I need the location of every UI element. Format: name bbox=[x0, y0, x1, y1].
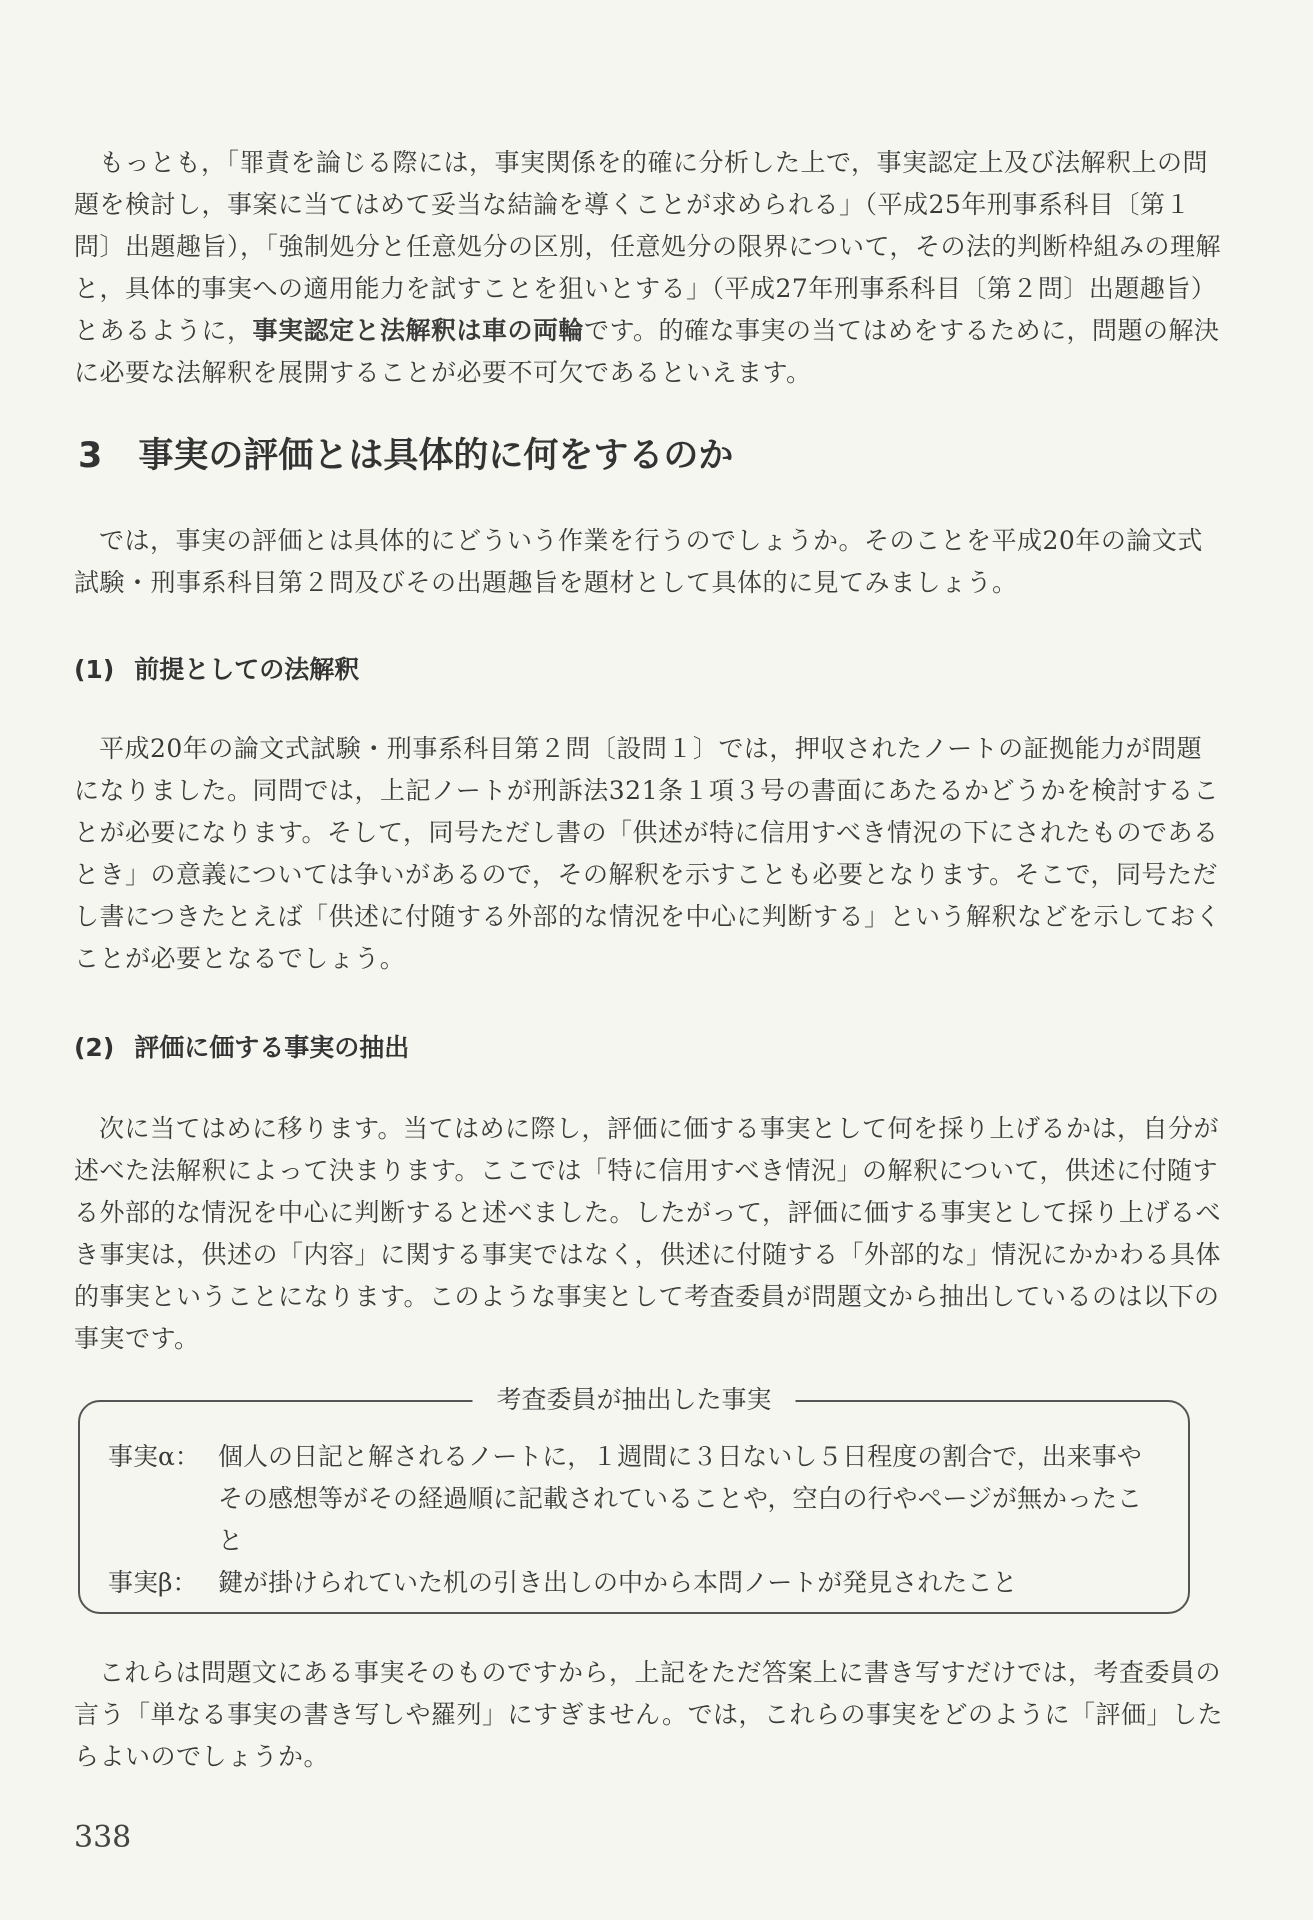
paragraph-evaluation-intro: では，事実の評価とは具体的にどういう作業を行うのでしょうか。そのことを平成20年の論文式試験・刑事系科目第２問及びその出題趣旨を題材として具体的に見てみましょう。 bbox=[74, 526, 1203, 597]
fact-label: 事実β： bbox=[108, 1568, 198, 1597]
fact-text: 個人の日記と解されるノートに，１週間に３日ないし５日程度の割合で，出来事やその感想等がその経過順に記載されていることや，空白の行やページが無かったこと bbox=[218, 1442, 1143, 1555]
fact-text: 鍵が掛けられていた机の引き出しの中から本問ノートが発見されたこと bbox=[218, 1568, 1018, 1597]
page-number: 338 bbox=[74, 1820, 132, 1855]
subheading-1 bbox=[74, 650, 359, 686]
subheading-title: 評価に価する事実の抽出 bbox=[134, 1033, 410, 1062]
section-number: 3 bbox=[78, 436, 103, 476]
paragraph-conclusion: これらは問題文にある事実そのものですから，上記をただ答案上に書き写すだけでは，考査委員の言う「単なる事実の書き写しや羅列」にすぎません。では，これらの事実をどのように「評価」したらよいのでしょうか。 bbox=[74, 1658, 1224, 1771]
emphasis-text: 事実認定と法解釈は車の両輪 bbox=[252, 316, 585, 345]
subheading-title: 前提としての法解釈 bbox=[134, 655, 360, 684]
section-heading-3 bbox=[78, 428, 733, 478]
facts-box-title: 考査委員が抽出した事実 bbox=[472, 1380, 795, 1416]
fact-beta bbox=[108, 1562, 1164, 1604]
subheading-number: (1) bbox=[74, 655, 115, 684]
paragraph-legal-interpretation: 平成20年の論文式試験・刑事系科目第２問〔設問１〕では，押収されたノートの証拠能力が問題になりました。同問では，上記ノートが刑訴法321条１項３号の書面にあたるかどうかを検討することが必要になります。そして，同号ただし書の「供述が特に信用すべき情況の下にされたものであるとき」の意義については争いがあるので，その解釈を示すことも必要となります。そこで，同号ただし書につきたとえば「供述に付随する外部的な情況を中心に判断する」という解釈などを示しておくことが必要となるでしょう。 bbox=[74, 734, 1222, 973]
section-title: 事実の評価とは具体的に何をするのか bbox=[138, 436, 734, 476]
fact-alpha bbox=[108, 1436, 1164, 1562]
fact-label: 事実α： bbox=[108, 1442, 200, 1471]
subheading-number: (2) bbox=[74, 1033, 115, 1062]
paragraph-fact-extraction: 次に当てはめに移ります。当てはめに際し，評価に価する事実として何を採り上げるかは，自分が述べた法解釈によって決まります。ここでは「特に信用すべき情況」の解釈について，供述に付随する外部的な情況を中心に判断すると述べました。したがって，評価に価する事実として採り上げるべき事実は，供述の「内容」に関する事実ではなく，供述に付随する「外部的な」情況にかかわる具体的事実ということになります。このような事実として考査委員が問題文から抽出しているのは以下の事実です。 bbox=[74, 1114, 1222, 1353]
paragraph-intro: もっとも，「罪責を論じる際には，事実関係を的確に分析した上で，事実認定上及び法解釈上の問題を検討し，事案に当てはめて妥当な結論を導くことが求められる」（平成25年刑事系科目〔第１問〕出題趣旨），「強制処分と任意処分の区別，任意処分の限界について，その法的判断枠組みの理解と，具体的事実への適用能力を試すことを狙いとする」（平成27年刑事系科目〔第２問〕出題趣旨）とあるように，事実認定と法解釈は車の両輪です。的確な事実の当てはめをするために，問題の解決に必要な法解釈を展開することが必要不可欠であるといえます。 bbox=[74, 148, 1222, 387]
facts-box bbox=[78, 1385, 1190, 1614]
subheading-2 bbox=[74, 1028, 409, 1064]
